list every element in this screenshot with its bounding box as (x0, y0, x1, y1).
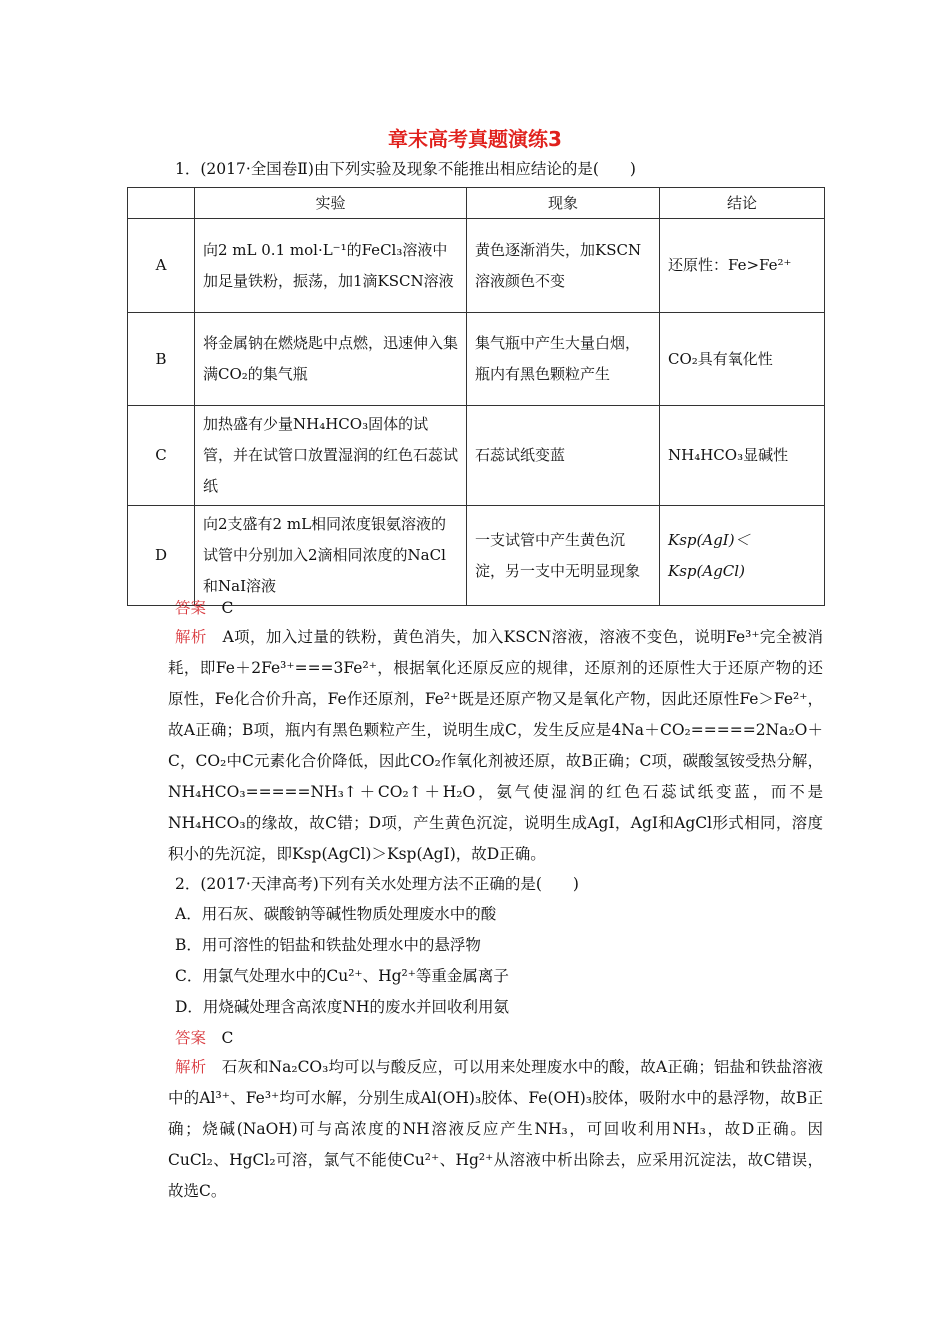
phenomenon-cell: 石蕊试纸变蓝 (467, 406, 660, 506)
option-c: C．用氯气处理水中的Cu²⁺、Hg²⁺等重金属离子 (175, 967, 509, 985)
row-label: B (128, 313, 195, 406)
answer-2 (175, 1026, 233, 1048)
table-row (128, 506, 825, 606)
row-label: D (128, 506, 195, 606)
conclusion-cell: 还原性：Fe>Fe²⁺ (660, 219, 825, 313)
conclusion-cell: Ksp(AgI)＜ Ksp(AgCl) (660, 506, 825, 606)
experiment-cell: 向2支盛有2 mL相同浓度银氨溶液的试管中分别加入2滴相同浓度的NaCl和NaI溶液 (195, 506, 467, 606)
table-header-conclusion: 结论 (660, 188, 825, 219)
analysis-text: A项，加入过量的铁粉，黄色消失，加入KSCN溶液，溶液不变色，说明Fe³⁺完全被消耗，即Fe＋2Fe³⁺===3Fe²⁺，根据氧化还原反应的规律，还原剂的还原性大于还原产物的还原性，Fe化合价升高，Fe作还原剂，Fe²⁺既是还原产物又是氧化产物，因此还原性Fe＞Fe²⁺，故A正确；B项，瓶内有黑色颗粒产生，说明生成C，发生反应是4Na＋CO₂=====2Na₂O＋C，CO₂中C元素化合价降低，因此CO₂作氧化剂被还原，故B正确；C项，碳酸氢铵受热分解，NH₄HCO₃=====NH₃↑＋CO₂↑＋H₂O，氨气使湿润的红色石蕊试纸变蓝，而不是NH₄HCO₃的缘故，故C错；D项，产生黄色沉淀，说明生成AgI，AgI和AgCl形式相同，溶度积小的先沉淀，即Ksp(AgCl)＞Ksp(AgI)，故D正确。 (168, 628, 823, 863)
conclusion-cell: CO₂具有氧化性 (660, 313, 825, 406)
option-a: A．用石灰、碳酸钠等碱性物质处理废水中的酸 (175, 905, 497, 923)
answer-label: 答案 (175, 599, 207, 617)
question-1-stem: 1．(2017·全国卷Ⅱ)由下列实验及现象不能推出相应结论的是( ) (175, 160, 636, 178)
analysis-label: 解析 (175, 628, 207, 646)
phenomenon-cell: 集气瓶中产生大量白烟，瓶内有黑色颗粒产生 (467, 313, 660, 406)
table-header-experiment: 实验 (195, 188, 467, 219)
table-header-row (128, 188, 825, 219)
question-2-stem: 2．(2017·天津高考)下列有关水处理方法不正确的是( ) (175, 875, 579, 893)
experiment-cell: 向2 mL 0.1 mol·L⁻¹的FeCl₃溶液中加足量铁粉，振荡，加1滴KSCN溶液 (195, 219, 467, 313)
table-row (128, 406, 825, 506)
option-d: D．用烧碱处理含高浓度NH的废水并回收利用氨 (175, 998, 510, 1016)
table-header-phenomenon: 现象 (467, 188, 660, 219)
option-b: B．用可溶性的铝盐和铁盐处理水中的悬浮物 (175, 936, 481, 954)
experiment-cell: 加热盛有少量NH₄HCO₃固体的试管，并在试管口放置湿润的红色石蕊试纸 (195, 406, 467, 506)
analysis-text: 石灰和Na₂CO₃均可以与酸反应，可以用来处理废水中的酸，故A正确；铝盐和铁盐溶液中的Al³⁺、Fe³⁺均可水解，分别生成Al(OH)₃胶体、Fe(OH)₃胶体，吸附水中的悬浮物，故B正确；烧碱(NaOH)可与高浓度的NH溶液反应产生NH₃，可回收利用NH₃，故D正确。因CuCl₂、HgCl₂可溶，氯气不能使Cu²⁺、Hg²⁺从溶液中析出除去，应采用沉淀法，故C错误，故选C。 (168, 1058, 823, 1200)
row-label: C (128, 406, 195, 506)
answer-value: C (221, 599, 234, 617)
row-label: A (128, 219, 195, 313)
answer-1 (175, 596, 233, 618)
phenomenon-cell: 一支试管中产生黄色沉淀，另一支中无明显现象 (467, 506, 660, 606)
page-title: 章末高考真题演练3 (388, 127, 562, 151)
table-header-label (128, 188, 195, 219)
phenomenon-cell: 黄色逐渐消失，加KSCN溶液颜色不变 (467, 219, 660, 313)
table-row (128, 313, 825, 406)
answer-value: C (221, 1029, 234, 1047)
table-row (128, 219, 825, 313)
analysis-2 (168, 1052, 823, 1207)
answer-label: 答案 (175, 1029, 207, 1047)
experiment-cell: 将金属钠在燃烧匙中点燃，迅速伸入集满CO₂的集气瓶 (195, 313, 467, 406)
analysis-label: 解析 (175, 1058, 207, 1076)
experiment-table (127, 187, 825, 606)
analysis-1 (168, 622, 823, 870)
conclusion-cell: NH₄HCO₃显碱性 (660, 406, 825, 506)
